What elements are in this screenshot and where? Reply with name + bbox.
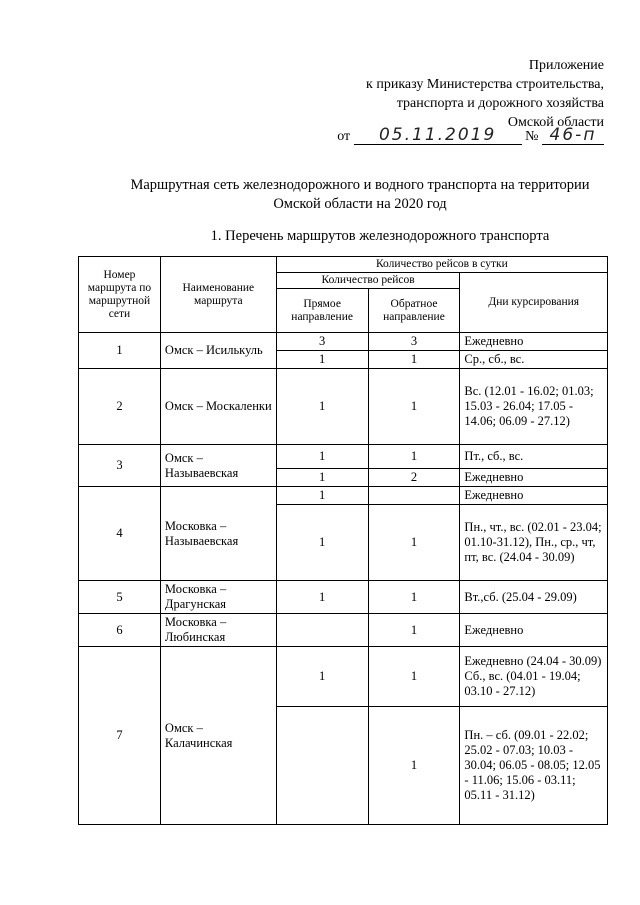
backward-count: 1	[368, 614, 460, 647]
header-trip-count: Количество рейсов	[276, 273, 460, 289]
backward-count: 1	[368, 505, 460, 581]
backward-count: 3	[368, 333, 460, 351]
table-row	[79, 614, 608, 647]
route-days: Вт.,сб. (25.04 - 29.09)	[460, 581, 608, 614]
route-number: 3	[79, 445, 161, 487]
table-row	[79, 487, 608, 505]
table-row	[79, 445, 608, 469]
route-number: 4	[79, 487, 161, 581]
route-days: Ежедневно	[460, 333, 608, 351]
route-name: Московка – Называевская	[160, 487, 276, 581]
header-forward: Прямое направление	[276, 289, 368, 333]
route-days: Пт., сб., вс.	[460, 445, 608, 469]
document-title	[110, 176, 610, 214]
forward-count: 1	[276, 647, 368, 707]
route-number: 5	[79, 581, 161, 614]
route-name: Московка – Драгунская	[160, 581, 276, 614]
backward-count	[368, 487, 460, 505]
from-label: от	[337, 129, 351, 144]
section-title: 1. Перечень маршрутов железнодорожного транспорта	[210, 228, 550, 244]
table-row	[79, 333, 608, 351]
routes-table	[78, 256, 608, 825]
header-number: Номер маршрута по маршрутной сети	[79, 257, 161, 333]
backward-count: 1	[368, 351, 460, 369]
header-trips-per-day: Количество рейсов в сутки	[276, 257, 607, 273]
header-backward: Обратное направление	[368, 289, 460, 333]
header-line: к приказу Министерства строительства,	[366, 77, 604, 92]
backward-count: 1	[368, 581, 460, 614]
forward-count: 1	[276, 369, 368, 445]
header-days: Дни курсирования	[460, 273, 608, 333]
table-row	[79, 647, 608, 707]
forward-count: 1	[276, 469, 368, 487]
forward-count: 1	[276, 351, 368, 369]
number-label: №	[525, 129, 539, 144]
forward-count: 1	[276, 505, 368, 581]
order-date-number	[337, 126, 604, 145]
order-date: 05.11.2019	[354, 126, 522, 145]
forward-count: 1	[276, 487, 368, 505]
backward-count: 1	[368, 369, 460, 445]
header-line: Омской области	[507, 115, 604, 130]
forward-count	[276, 707, 368, 825]
table-row	[79, 369, 608, 445]
forward-count: 1	[276, 445, 368, 469]
header-name: Наименование маршрута	[160, 257, 276, 333]
route-name: Омск – Москаленки	[160, 369, 276, 445]
backward-count: 2	[368, 469, 460, 487]
title-line-1: Маршрутная сеть железнодорожного и водного транспорта на территории	[130, 177, 590, 193]
header-line: Приложение	[528, 58, 604, 73]
title-line-2: Омской области на 2020 год	[273, 196, 447, 212]
forward-count	[276, 614, 368, 647]
route-name: Московка – Любинская	[160, 614, 276, 647]
route-number: 1	[79, 333, 161, 369]
order-number: 46-п	[542, 126, 604, 145]
route-number: 6	[79, 614, 161, 647]
route-name: Омск – Называевская	[160, 445, 276, 487]
route-days: Ежедневно	[460, 487, 608, 505]
route-name: Омск – Калачинская	[160, 647, 276, 825]
forward-count: 1	[276, 581, 368, 614]
route-number: 7	[79, 647, 161, 825]
route-number: 2	[79, 369, 161, 445]
route-days: Пн., чт., вс. (02.01 - 23.04; 01.10-31.12), Пн., ср., чт, пт, вс. (24.04 - 30.09)	[460, 505, 608, 581]
backward-count: 1	[368, 707, 460, 825]
route-days: Ср., сб., вс.	[460, 351, 608, 369]
header-line: транспорта и дорожного хозяйства	[396, 96, 604, 111]
route-days: Вс. (12.01 - 16.02; 01.03; 15.03 - 26.04; 17.05 - 14.06; 06.09 - 27.12)	[460, 369, 608, 445]
order-header	[366, 56, 604, 132]
backward-count: 1	[368, 647, 460, 707]
route-days: Ежедневно	[460, 614, 608, 647]
backward-count: 1	[368, 445, 460, 469]
route-days: Ежедневно	[460, 469, 608, 487]
forward-count: 3	[276, 333, 368, 351]
route-name: Омск – Исилькуль	[160, 333, 276, 369]
route-days: Ежедневно (24.04 - 30.09) Сб., вс. (04.01 - 19.04; 03.10 - 27.12)	[460, 647, 608, 707]
route-days: Пн. – сб. (09.01 - 22.02; 25.02 - 07.03; 10.03 - 30.04; 06.05 - 08.05; 12.05 - 11.06; 15.06 - 03.11; 05.11 - 31.12)	[460, 707, 608, 825]
table-row	[79, 581, 608, 614]
